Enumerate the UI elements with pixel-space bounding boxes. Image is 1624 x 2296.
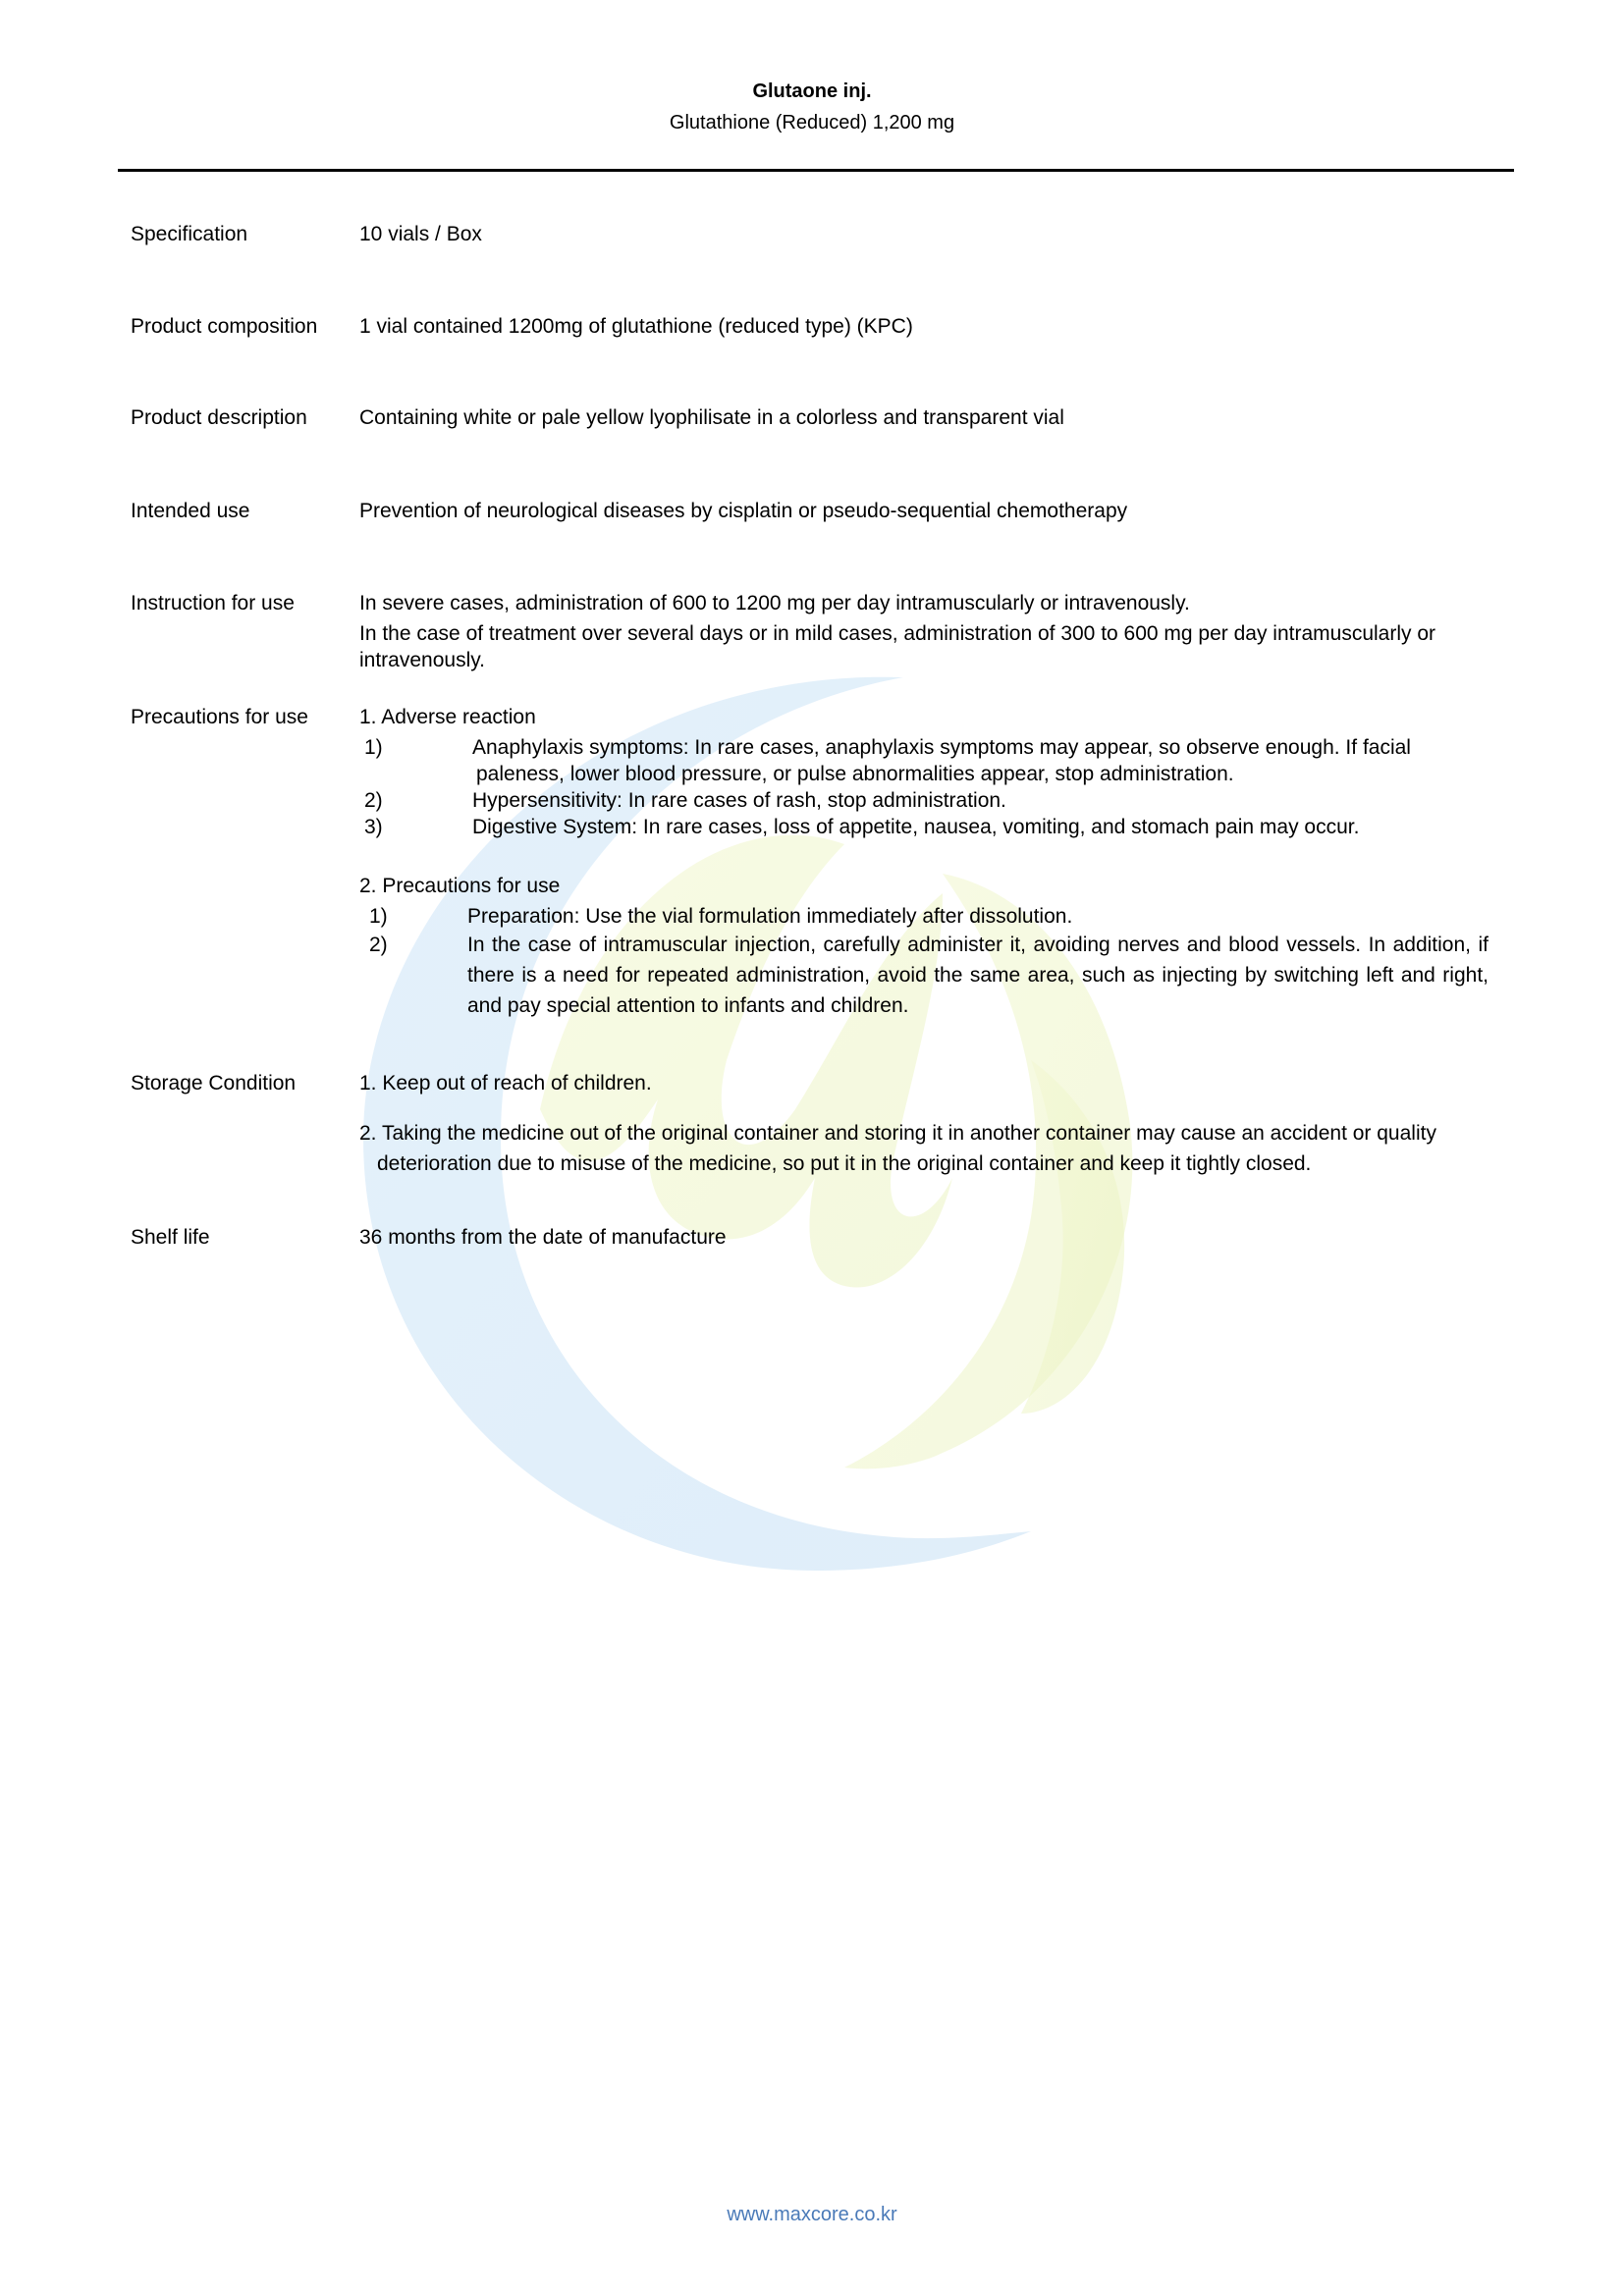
footer-website-link[interactable]: www.maxcore.co.kr <box>727 2204 897 2225</box>
adverse-item-1-number: 1) <box>364 736 383 759</box>
intended-use-label: Intended use <box>131 500 250 522</box>
instruction-line-2: In the case of treatment over several days or in mild cases, administration of 300 to 600 mg per day intramuscularly or intravenously. <box>359 622 1436 671</box>
footer <box>0 2204 1624 2226</box>
composition-label: Product composition <box>131 315 318 338</box>
adverse-item-1 <box>364 734 1489 787</box>
precaution-item-2 <box>369 930 1489 1021</box>
precautions-value <box>359 704 1489 1021</box>
instruction-label: Instruction for use <box>131 592 295 614</box>
adverse-item-1-line-2: paleness, lower blood pressure, or pulse abnormalities appear, stop administration. <box>476 763 1234 785</box>
storage-label: Storage Condition <box>131 1072 297 1095</box>
specification-value: 10 vials / Box <box>359 223 482 245</box>
composition-value: 1 vial contained 1200mg of glutathione (reduced type) (KPC) <box>359 315 913 338</box>
adverse-item-3 <box>364 814 1489 840</box>
header-divider <box>118 169 1514 172</box>
instruction-line-1: In severe cases, administration of 600 to 1200 mg per day intramuscularly or intravenously. <box>359 592 1190 614</box>
adverse-reaction-heading: 1. Adverse reaction <box>359 706 536 728</box>
document-title: Glutaone inj. <box>752 80 872 102</box>
precaution-item-1-number: 1) <box>369 905 388 928</box>
storage-item-2: 2. Taking the medicine out of the original container and storing it in another container may cause an accident or quality deterioration due to misuse of the medicine, so put it in the original container and keep it tightly closed. <box>359 1122 1436 1175</box>
precaution-item-1-text: Preparation: Use the vial formulation immediately after dissolution. <box>467 905 1073 928</box>
precautions-label: Precautions for use <box>131 706 308 728</box>
adverse-item-3-text: Digestive System: In rare cases, loss of appetite, nausea, vomiting, and stomach pain may occur. <box>472 816 1360 838</box>
adverse-item-2 <box>364 787 1489 814</box>
description-label: Product description <box>131 406 307 429</box>
storage-value <box>359 1070 1489 1179</box>
adverse-item-1-line-1: Anaphylaxis symptoms: In rare cases, anaphylaxis symptoms may appear, so observe enough. If facial <box>472 736 1411 759</box>
description-value: Containing white or pale yellow lyophilisate in a colorless and transparent vial <box>359 406 1064 429</box>
shelf-life-label: Shelf life <box>131 1226 210 1249</box>
specification-label: Specification <box>131 223 248 245</box>
intended-use-value: Prevention of neurological diseases by cisplatin or pseudo-sequential chemotherapy <box>359 500 1128 522</box>
adverse-item-2-text: Hypersensitivity: In rare cases of rash, stop administration. <box>472 789 1006 812</box>
instruction-value <box>359 590 1489 673</box>
document-header <box>0 79 1624 135</box>
storage-item-1: 1. Keep out of reach of children. <box>359 1072 652 1095</box>
precaution-item-2-number: 2) <box>369 934 388 956</box>
adverse-item-2-number: 2) <box>364 789 383 812</box>
adverse-item-3-number: 3) <box>364 816 383 838</box>
shelf-life-value: 36 months from the date of manufacture <box>359 1226 727 1249</box>
precaution-item-1 <box>369 903 1489 930</box>
document-subtitle: Glutathione (Reduced) 1,200 mg <box>669 112 955 133</box>
precaution-item-2-text: In the case of intramuscular injection, carefully administer it, avoiding nerves and blood vessels. In addition, if there is a need for repeated administration, avoid the same area, such as injecting by switching left and right, and pay special attention to infants and children. <box>467 934 1489 1017</box>
precautions-heading: 2. Precautions for use <box>359 875 561 897</box>
